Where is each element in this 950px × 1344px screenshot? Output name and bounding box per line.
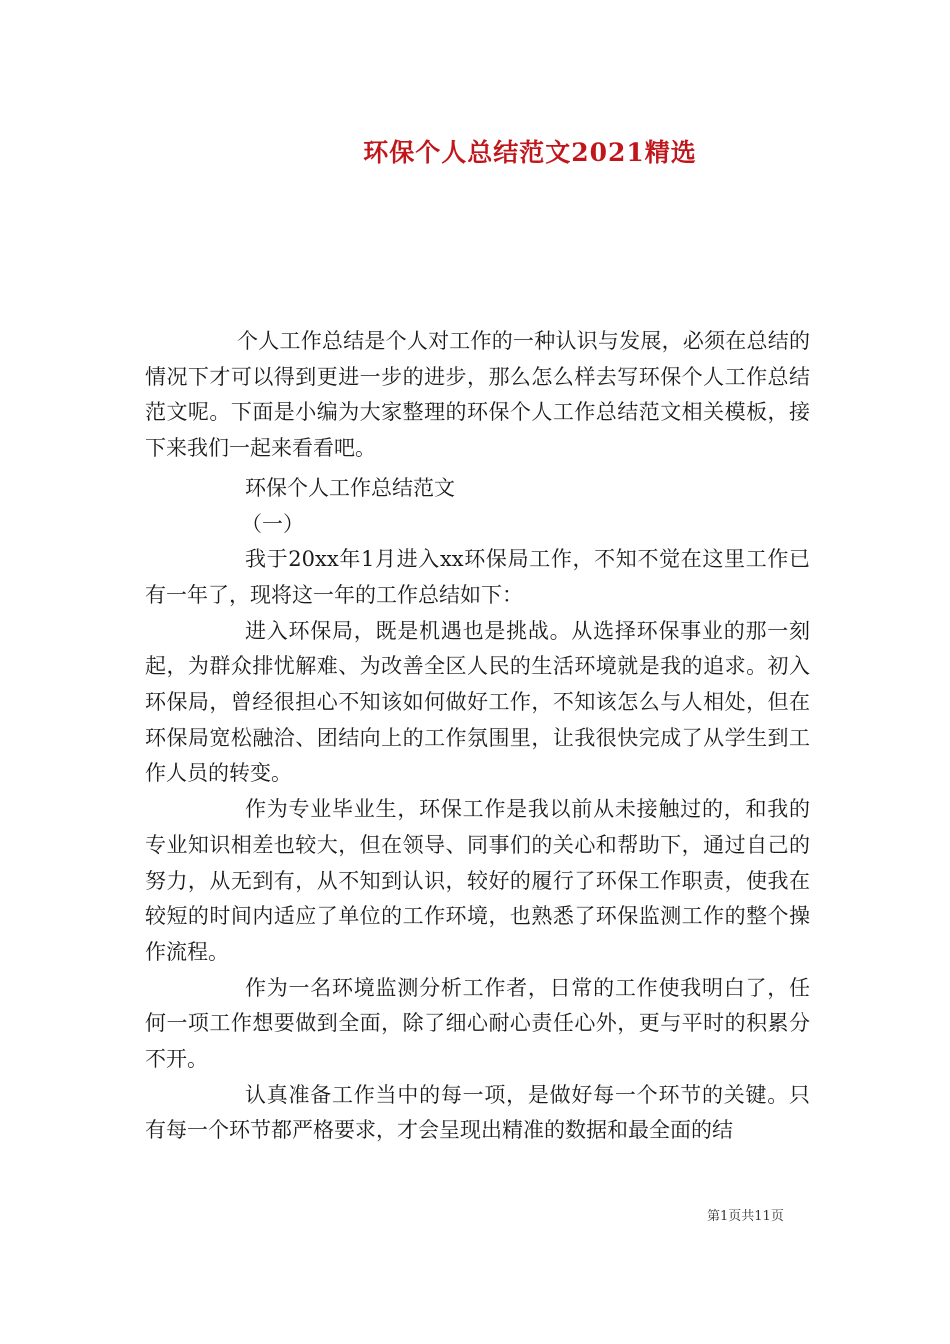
body-paragraph-4: 作为一名环境监测分析工作者，日常的工作使我明白了，任何一项工作想要做到全面，除了细心耐心责任心外，更与平时的积累分不开。 [145, 975, 810, 1072]
intro-paragraph: 个人工作总结是个人对工作的一种认识与发展，必须在总结的情况下才可以得到更进一步的进步，那么怎么样去写环保个人工作总结范文呢。下面是小编为大家整理的环保个人工作总结范文相关模板，接下来我们一起来看看吧。 [145, 329, 810, 461]
body-paragraph-1: 我于20xx年1月进入xx环保局工作，不知不觉在这里工作已有一年了，现将这一年的工作总结如下： [145, 547, 810, 607]
body-paragraph-2: 进入环保局，既是机遇也是挑战。从选择环保事业的那一刻起，为群众排忧解难、为改善全区人民的生活环境就是我的追求。初入环保局，曾经很担心不知该如何做好工作，不知该怎么与人相处，但在环保局宽松融洽、团结向上的工作氛围里，让我很快完成了从学生到工作人员的转变。 [145, 618, 810, 786]
page-number: 第1页共11页 [707, 1209, 784, 1224]
body-paragraph-5: 认真准备工作当中的每一项，是做好每一个环节的关键。只有每一个环节都严格要求，才会呈现出精准的数据和最全面的结 [145, 1082, 810, 1143]
section-title: 环保个人工作总结范文 [245, 475, 455, 500]
section-number: （一） [241, 511, 304, 536]
body-paragraph-3: 作为专业毕业生，环保工作是我以前从未接触过的，和我的专业知识相差也较大，但在领导、同事们的关心和帮助下，通过自己的努力，从无到有，从不知到认识，较好的履行了环保工作职责，使我在较短的时间内适应了单位的工作环境，也熟悉了环保监测工作的整个操作流程。 [145, 797, 810, 964]
document-body [145, 324, 810, 1149]
document-title: 环保个人总结范文2021精选 [363, 138, 697, 167]
